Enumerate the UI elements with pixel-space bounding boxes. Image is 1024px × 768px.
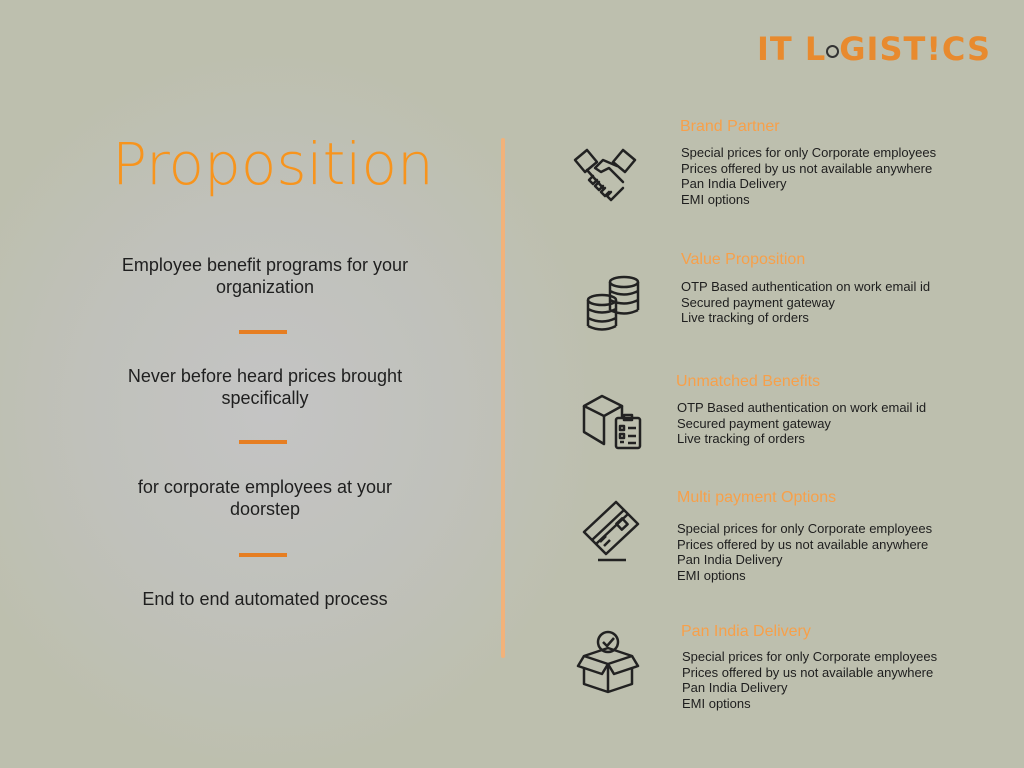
feature-line: Special prices for only Corporate employees [681,145,937,160]
proposition-item-2: Never before heard prices brought specifically [127,366,403,408]
feature-title: Unmatched Benefits [676,373,821,390]
vertical-divider [501,138,505,658]
feature-line: Pan India Delivery [677,552,783,567]
feature-description [677,521,932,583]
feature-title: Pan India Delivery [681,623,811,640]
proposition-item-4: End to end automated process [142,589,388,609]
feature-line: EMI options [682,695,751,711]
feature-line: Prices offered by us not available anywhere [682,664,934,680]
feature-line: EMI options [677,567,746,583]
orange-divider-dash [239,553,287,557]
feature-line: Pan India Delivery [682,680,788,695]
feature-line: Secured payment gateway [681,294,835,310]
box-check-icon [576,630,640,694]
feature-line: Pan India Delivery [681,176,787,191]
page-title: Proposition [112,130,434,198]
feature-line: Special prices for only Corporate employees [682,649,938,664]
feature-description [681,145,936,207]
coins-stack-icon [580,272,644,336]
feature-description [677,400,926,447]
feature-line: Live tracking of orders [677,431,805,446]
feature-line: Secured payment gateway [677,415,831,431]
feature-description [682,649,937,711]
feature-line: OTP Based authentication on work email id [677,400,927,415]
credit-card-icon [578,498,642,562]
feature-line: Special prices for only Corporate employees [677,521,933,536]
orange-divider-dash [239,440,287,444]
feature-line: OTP Based authentication on work email id [681,279,931,294]
feature-line: EMI options [681,191,750,207]
feature-title: Brand Partner [680,118,780,135]
orange-divider-dash [239,330,287,334]
proposition-item-3: for corporate employees at your doorstep [137,477,393,519]
feature-line: Prices offered by us not available anywhere [677,536,929,552]
company-logo: IT L GIST!CS [757,30,992,68]
feature-title: Value Proposition [681,251,806,268]
package-checklist-icon [580,390,644,454]
feature-title: Multi payment Options [677,489,837,506]
feature-description [681,279,930,326]
feature-line: Prices offered by us not available anywhere [681,160,933,176]
feature-line: Live tracking of orders [681,310,809,325]
proposition-item-1: Employee benefit programs for your organization [121,255,409,297]
handshake-icon [573,146,637,210]
